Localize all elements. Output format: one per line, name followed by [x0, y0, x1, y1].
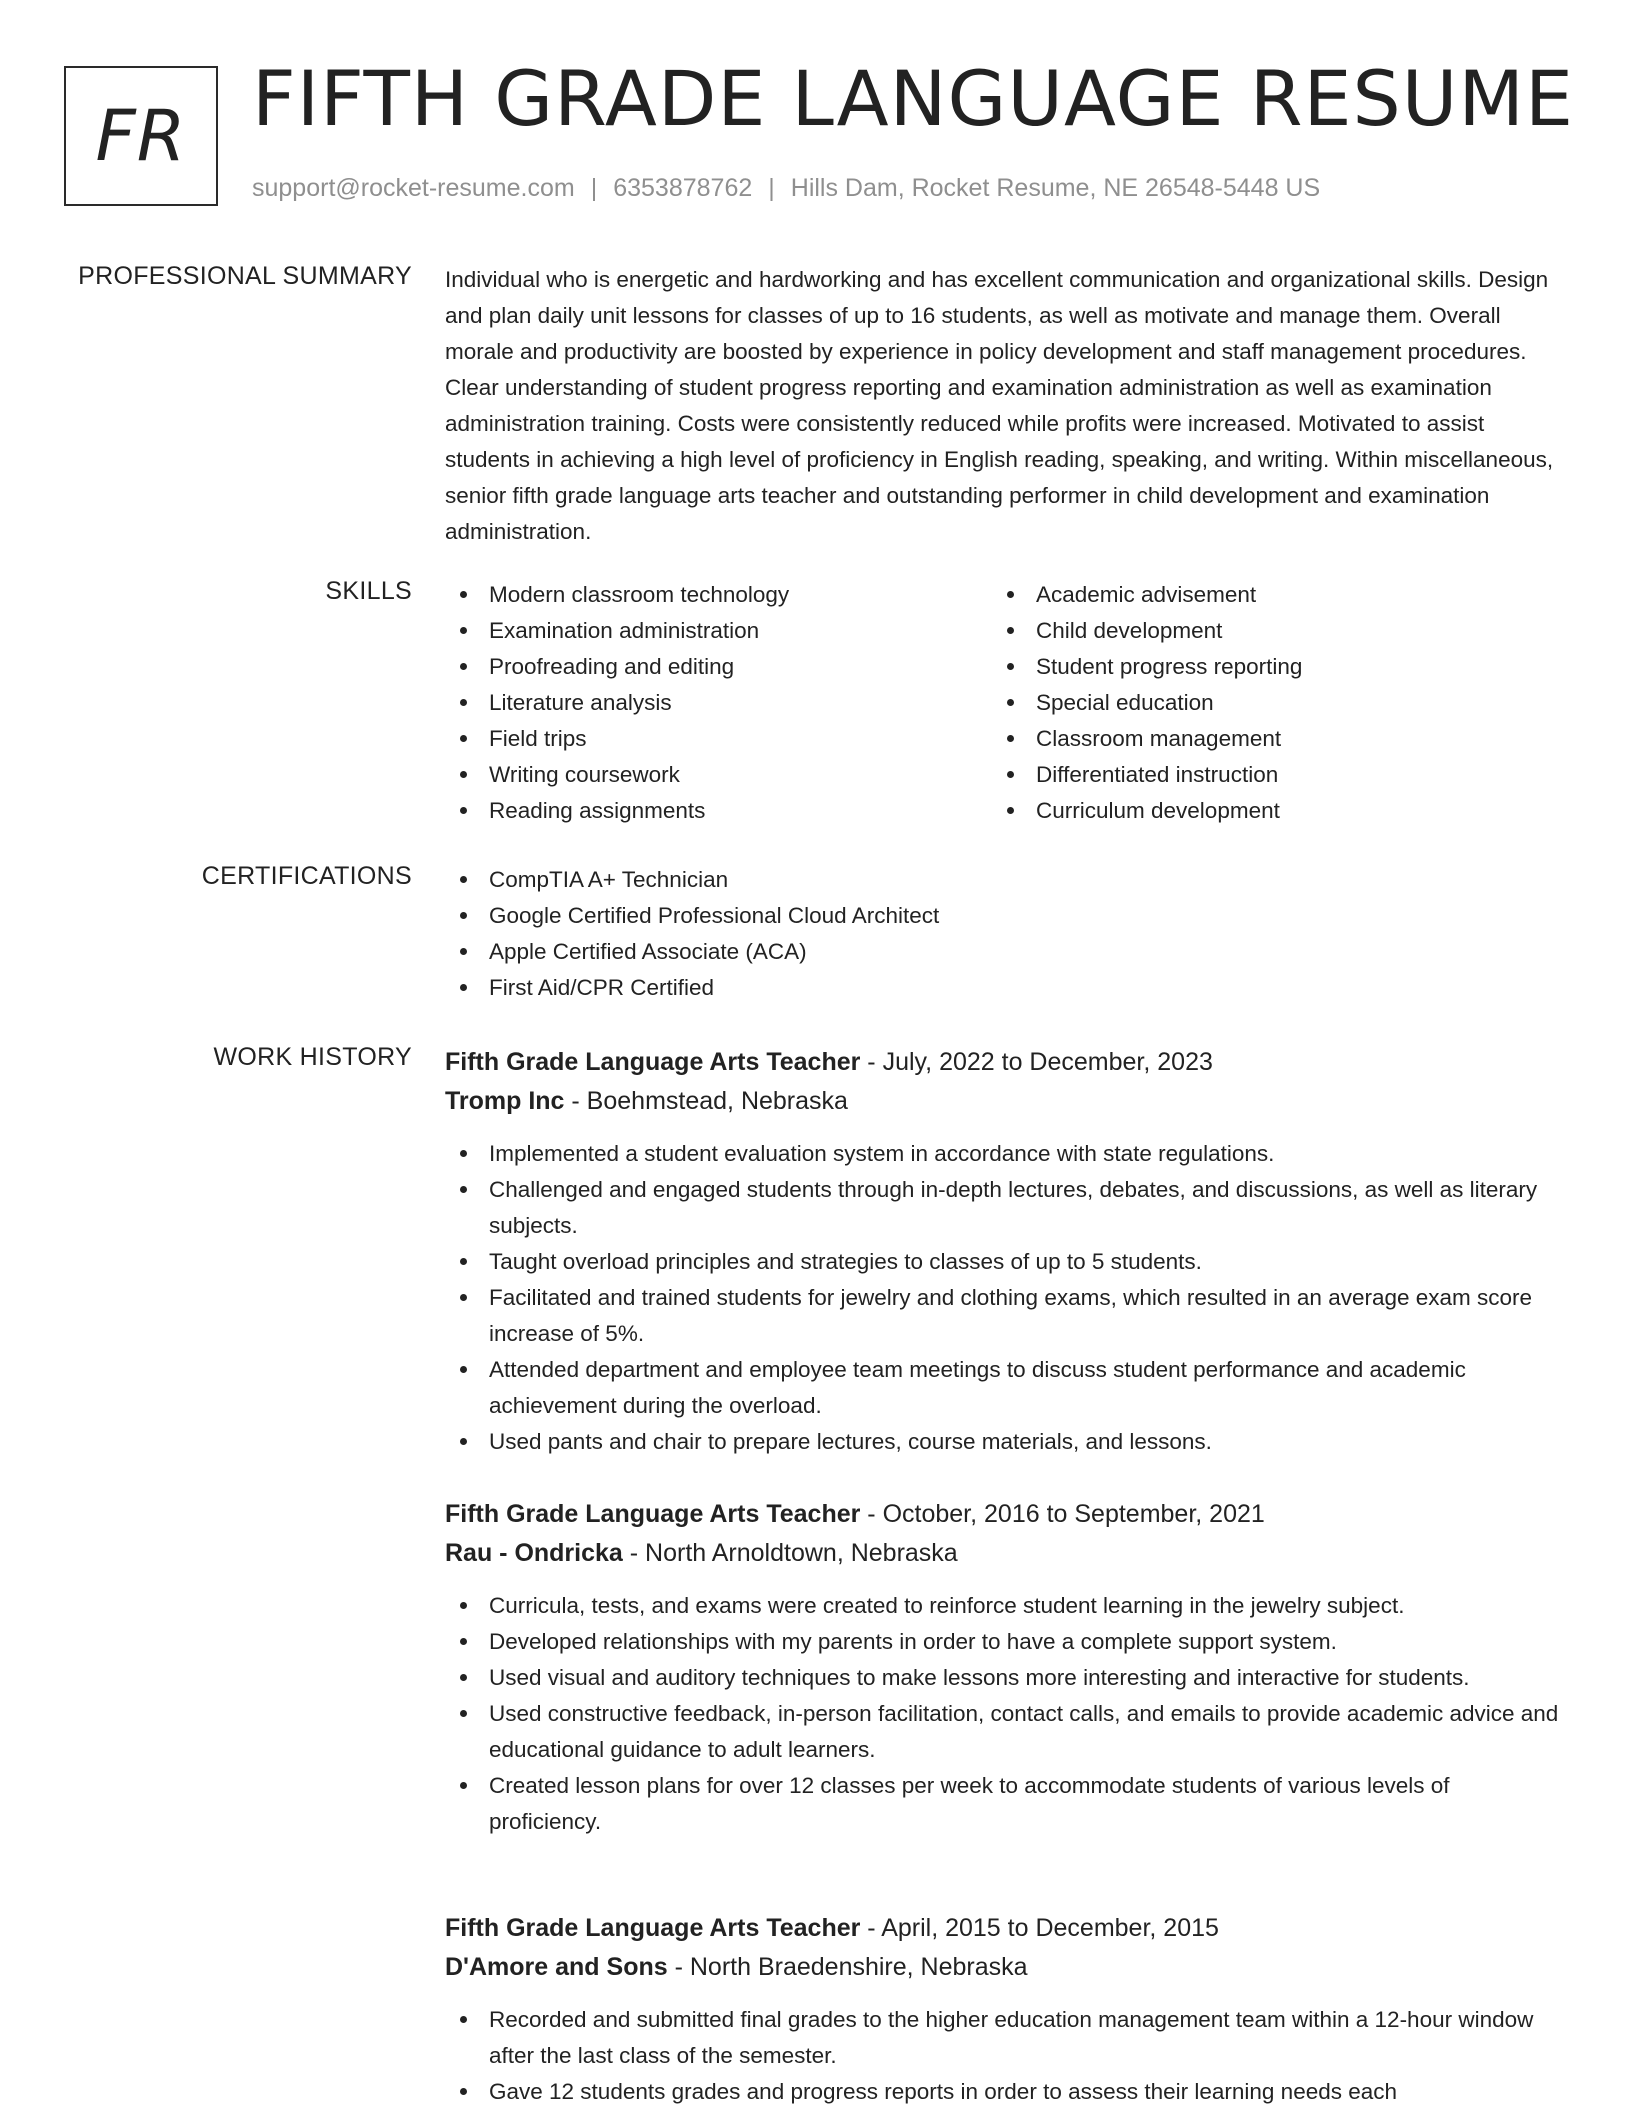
- contact-address: Hills Dam, Rocket Resume, NE 26548-5448 US: [790, 174, 1321, 202]
- job-bullet: Facilitated and trained students for jewelry and clothing exams, which resulted in an average exam score increase of 5%.: [445, 1280, 1560, 1352]
- job-bullet: Curricula, tests, and exams were created to reinforce student learning in the jewelry subject.: [445, 1588, 1560, 1624]
- skill-item: Reading assignments: [445, 793, 992, 829]
- job-bullet: Used pants and chair to prepare lectures, course materials, and lessons.: [445, 1424, 1560, 1460]
- initials-monogram: FR: [64, 66, 218, 206]
- contact-phone: 6353878762: [613, 174, 753, 202]
- skills-heading: SKILLS: [325, 577, 412, 605]
- skill-item: Academic advisement: [992, 577, 1539, 613]
- contact-line: [252, 174, 1320, 203]
- job-bullets: [445, 1588, 1560, 1840]
- job-title-line: [445, 1909, 1560, 1948]
- skill-item: Classroom management: [992, 721, 1539, 757]
- contact-separator: |: [590, 174, 598, 202]
- certifications-heading: CERTIFICATIONS: [201, 862, 412, 890]
- work-history-heading: WORK HISTORY: [213, 1043, 412, 1071]
- certifications-list: [445, 862, 1560, 1006]
- job-location: - North Braedenshire, Nebraska: [667, 1953, 1028, 1981]
- job-bullet: Recorded and submitted final grades to the higher education management team within a 12-hour window after the last class of the semester.: [445, 2002, 1560, 2074]
- resume-title: FIFTH GRADE LANGUAGE RESUME: [252, 54, 1575, 143]
- job-bullet: Challenged and engaged students through in-depth lectures, debates, and discussions, as well as literary subjects.: [445, 1172, 1560, 1244]
- job-title-line: [445, 1043, 1560, 1082]
- skill-item: Modern classroom technology: [445, 577, 992, 613]
- job-bullets: [445, 1136, 1560, 1460]
- skill-item: Proofreading and editing: [445, 649, 992, 685]
- job-title: Fifth Grade Language Arts Teacher: [445, 1914, 861, 1942]
- job-dates: - July, 2022 to December, 2023: [860, 1048, 1213, 1076]
- certification-item: Apple Certified Associate (ACA): [445, 934, 1560, 970]
- summary-heading: PROFESSIONAL SUMMARY: [78, 262, 412, 290]
- job-dates: - April, 2015 to December, 2015: [860, 1914, 1219, 1942]
- skill-item: Literature analysis: [445, 685, 992, 721]
- job-company: Rau - Ondricka: [445, 1539, 623, 1567]
- job-bullet: Attended department and employee team meetings to discuss student performance and academic achievement during the overload.: [445, 1352, 1560, 1424]
- skill-item: Field trips: [445, 721, 992, 757]
- job-entry: [445, 1909, 1560, 2110]
- job-bullets: [445, 2002, 1560, 2110]
- skills-list-left: [445, 577, 992, 829]
- job-location: - Boehmstead, Nebraska: [564, 1087, 848, 1115]
- skills-list-right: [992, 577, 1539, 829]
- job-bullet: Gave 12 students grades and progress reports in order to assess their learning needs each: [445, 2074, 1560, 2110]
- skill-item: Special education: [992, 685, 1539, 721]
- certification-item: Google Certified Professional Cloud Architect: [445, 898, 1560, 934]
- certification-item: CompTIA A+ Technician: [445, 862, 1560, 898]
- job-title: Fifth Grade Language Arts Teacher: [445, 1500, 861, 1528]
- job-company-line: [445, 1534, 1560, 1573]
- skill-item: Differentiated instruction: [992, 757, 1539, 793]
- job-company: Tromp Inc: [445, 1087, 565, 1115]
- skill-item: Child development: [992, 613, 1539, 649]
- contact-email[interactable]: support@rocket-resume.com: [252, 174, 575, 202]
- job-title: Fifth Grade Language Arts Teacher: [445, 1048, 861, 1076]
- job-bullet: Taught overload principles and strategies to classes of up to 5 students.: [445, 1244, 1560, 1280]
- job-bullet: Implemented a student evaluation system in accordance with state regulations.: [445, 1136, 1560, 1172]
- job-title-line: [445, 1495, 1560, 1534]
- job-company-line: [445, 1082, 1560, 1121]
- skill-item: Examination administration: [445, 613, 992, 649]
- job-entry: [445, 1495, 1560, 1840]
- certification-item: First Aid/CPR Certified: [445, 970, 1560, 1006]
- job-bullet: Created lesson plans for over 12 classes per week to accommodate students of various levels of proficiency.: [445, 1768, 1560, 1840]
- job-bullet: Used constructive feedback, in-person facilitation, contact calls, and emails to provide academic advice and educational guidance to adult learners.: [445, 1696, 1560, 1768]
- job-bullet: Developed relationships with my parents in order to have a complete support system.: [445, 1624, 1560, 1660]
- job-bullet: Used visual and auditory techniques to make lessons more interesting and interactive for students.: [445, 1660, 1560, 1696]
- job-company: D'Amore and Sons: [445, 1953, 668, 1981]
- job-dates: - October, 2016 to September, 2021: [860, 1500, 1265, 1528]
- job-entry: [445, 1043, 1560, 1460]
- skill-item: Writing coursework: [445, 757, 992, 793]
- job-location: - North Arnoldtown, Nebraska: [622, 1539, 958, 1567]
- skill-item: Curriculum development: [992, 793, 1539, 829]
- skill-item: Student progress reporting: [992, 649, 1539, 685]
- contact-separator: |: [768, 174, 775, 202]
- job-company-line: [445, 1948, 1560, 1987]
- summary-text: Individual who is energetic and hardworking and has excellent communication and organizational skills. Design and plan daily unit lessons for classes of up to 16 students, as well as motivate and manage them. Overall morale and productivity are boosted by experience in policy development and staff management procedures. Clear understanding of student progress reporting and examination administration as well as examination administration training. Costs were consistently reduced while profits were increased. Motivated to assist students in achieving a high level of proficiency in English reading, speaking, and writing. Within miscellaneous, senior fifth grade language arts teacher and outstanding performer in child development and examination administration.: [445, 267, 1554, 544]
